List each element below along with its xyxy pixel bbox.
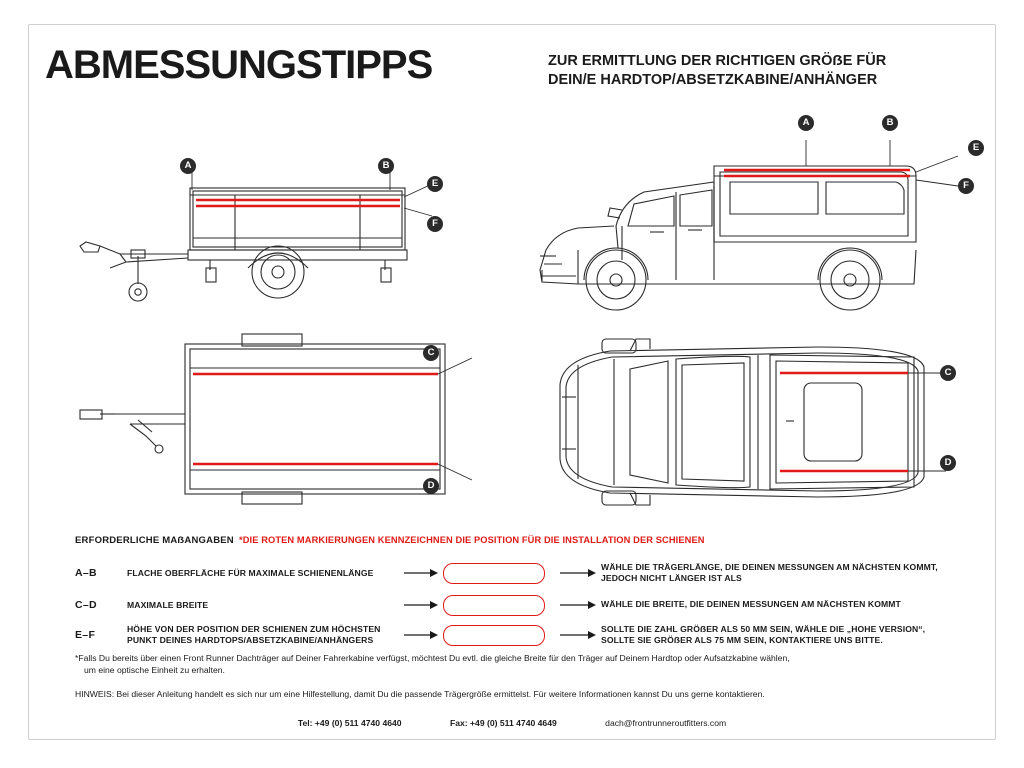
footnote-roofrack-line1: *Falls Du bereits über einen Front Runner Dachträger auf Deiner Fahrerkabine verfügst, möchtest Du evtl. die gleiche Breite für den Träger auf Deinem Hardtop oder Aufsatzkabine wählen, bbox=[75, 653, 790, 663]
measurement-row-cd bbox=[75, 594, 955, 616]
row-desc-cd: MAXIMALE BREITE bbox=[127, 599, 209, 610]
input-field-ef-wrapper[interactable] bbox=[443, 625, 555, 646]
callout-f-truck-side: F bbox=[958, 178, 974, 194]
arrow-right-icon bbox=[555, 600, 601, 610]
truck-side-view-diagram bbox=[518, 130, 938, 320]
footnote-roofrack-line2: um eine optische Einheit zu erhalten. bbox=[84, 665, 225, 676]
callout-b-truck-side: B bbox=[882, 115, 898, 131]
input-field-ab[interactable] bbox=[443, 563, 545, 584]
row-code-ab: A–B bbox=[75, 567, 97, 579]
arrow-right-icon bbox=[399, 630, 443, 640]
contact-fax: Fax: +49 (0) 511 4740 4649 bbox=[449, 718, 557, 728]
row-result-ab: WÄHLE DIE TRÄGERLÄNGE, DIE DEINEN MESSUNGEN AM NÄCHSTEN KOMMT, JEDOCH NICHT LÄNGER IST ALS bbox=[601, 561, 938, 583]
input-field-cd-wrapper[interactable] bbox=[443, 595, 555, 616]
callout-e-truck-side: E bbox=[968, 140, 984, 156]
measurement-row-ab bbox=[75, 562, 955, 584]
trailer-side-view-diagram bbox=[60, 150, 460, 320]
page-subtitle bbox=[548, 52, 948, 89]
input-field-ef[interactable] bbox=[443, 625, 545, 646]
callout-f-trailer-side: F bbox=[427, 216, 443, 232]
contact-line bbox=[0, 718, 1024, 728]
page-subtitle-line2: DEIN/E HARDTOP/ABSETZKABINE/ANHÄNGER bbox=[548, 71, 878, 88]
callout-d-truck-top: D bbox=[940, 455, 956, 471]
contact-tel: Tel: +49 (0) 511 4740 4640 bbox=[297, 718, 402, 728]
callout-e-trailer-side: E bbox=[427, 176, 443, 192]
callout-a-trailer-side: A bbox=[180, 158, 196, 174]
callout-a-truck-side: A bbox=[798, 115, 814, 131]
page-subtitle-line1: ZUR ERMITTLUNG DER RICHTIGEN GRÖẞE FÜR bbox=[548, 53, 887, 69]
callout-b-trailer-side: B bbox=[378, 158, 394, 174]
row-code-cd: C–D bbox=[75, 599, 97, 611]
row-result-cd: WÄHLE DIE BREITE, DIE DEINEN MESSUNGEN AM NÄCHSTEN KOMMT bbox=[601, 599, 901, 610]
arrow-right-icon bbox=[399, 600, 443, 610]
row-result-ef: SOLLTE DIE ZAHL GRÖẞER ALS 50 MM SEIN, WÄHLE DIE „HOHE VERSION“, SOLLTE SIE GRÖẞER ALS 75 MM SEIN, KONTAKTIERE UNS BITTE. bbox=[601, 623, 926, 645]
input-field-cd[interactable] bbox=[443, 595, 545, 616]
contact-email[interactable]: dach@frontrunneroutfitters.com bbox=[605, 718, 727, 728]
arrow-right-icon bbox=[399, 568, 443, 578]
truck-top-view-diagram bbox=[518, 325, 938, 520]
callout-c-trailer-top: C bbox=[423, 345, 439, 361]
trailer-top-view-diagram bbox=[60, 328, 460, 513]
row-desc-ab: FLACHE OBERFLÄCHE FÜR MAXIMALE SCHIENENLÄNGE bbox=[127, 567, 374, 578]
arrow-right-icon bbox=[555, 568, 601, 578]
arrow-right-icon bbox=[555, 630, 601, 640]
measurement-row-ef bbox=[75, 622, 955, 648]
callout-c-truck-top: C bbox=[940, 365, 956, 381]
red-marking-note: *DIE ROTEN MARKIERUNGEN KENNZEICHNEN DIE POSITION FÜR DIE INSTALLATION DER SCHIENEN bbox=[239, 535, 705, 545]
required-measurements-label: ERFORDERLICHE MAẞANGABEN bbox=[75, 535, 234, 546]
input-field-ab-wrapper[interactable] bbox=[443, 563, 555, 584]
row-code-ef: E–F bbox=[75, 629, 96, 641]
footnote-roofrack bbox=[75, 652, 965, 677]
footnote-hinweis: HINWEIS: Bei dieser Anleitung handelt es sich nur um eine Hilfestellung, damit Du die passende Trägergröße ermittelst. Für weitere Informationen kannst Du uns gerne kontaktieren. bbox=[75, 689, 765, 699]
page-title: ABMESSUNGSTIPPS bbox=[45, 43, 433, 87]
callout-d-trailer-top: D bbox=[423, 478, 439, 494]
row-desc-ef: HÖHE VON DER POSITION DER SCHIENEN ZUM HÖCHSTEN PUNKT DEINES HARDTOPS/ABSETZKABINE/ANHÄNGERS bbox=[127, 624, 381, 645]
